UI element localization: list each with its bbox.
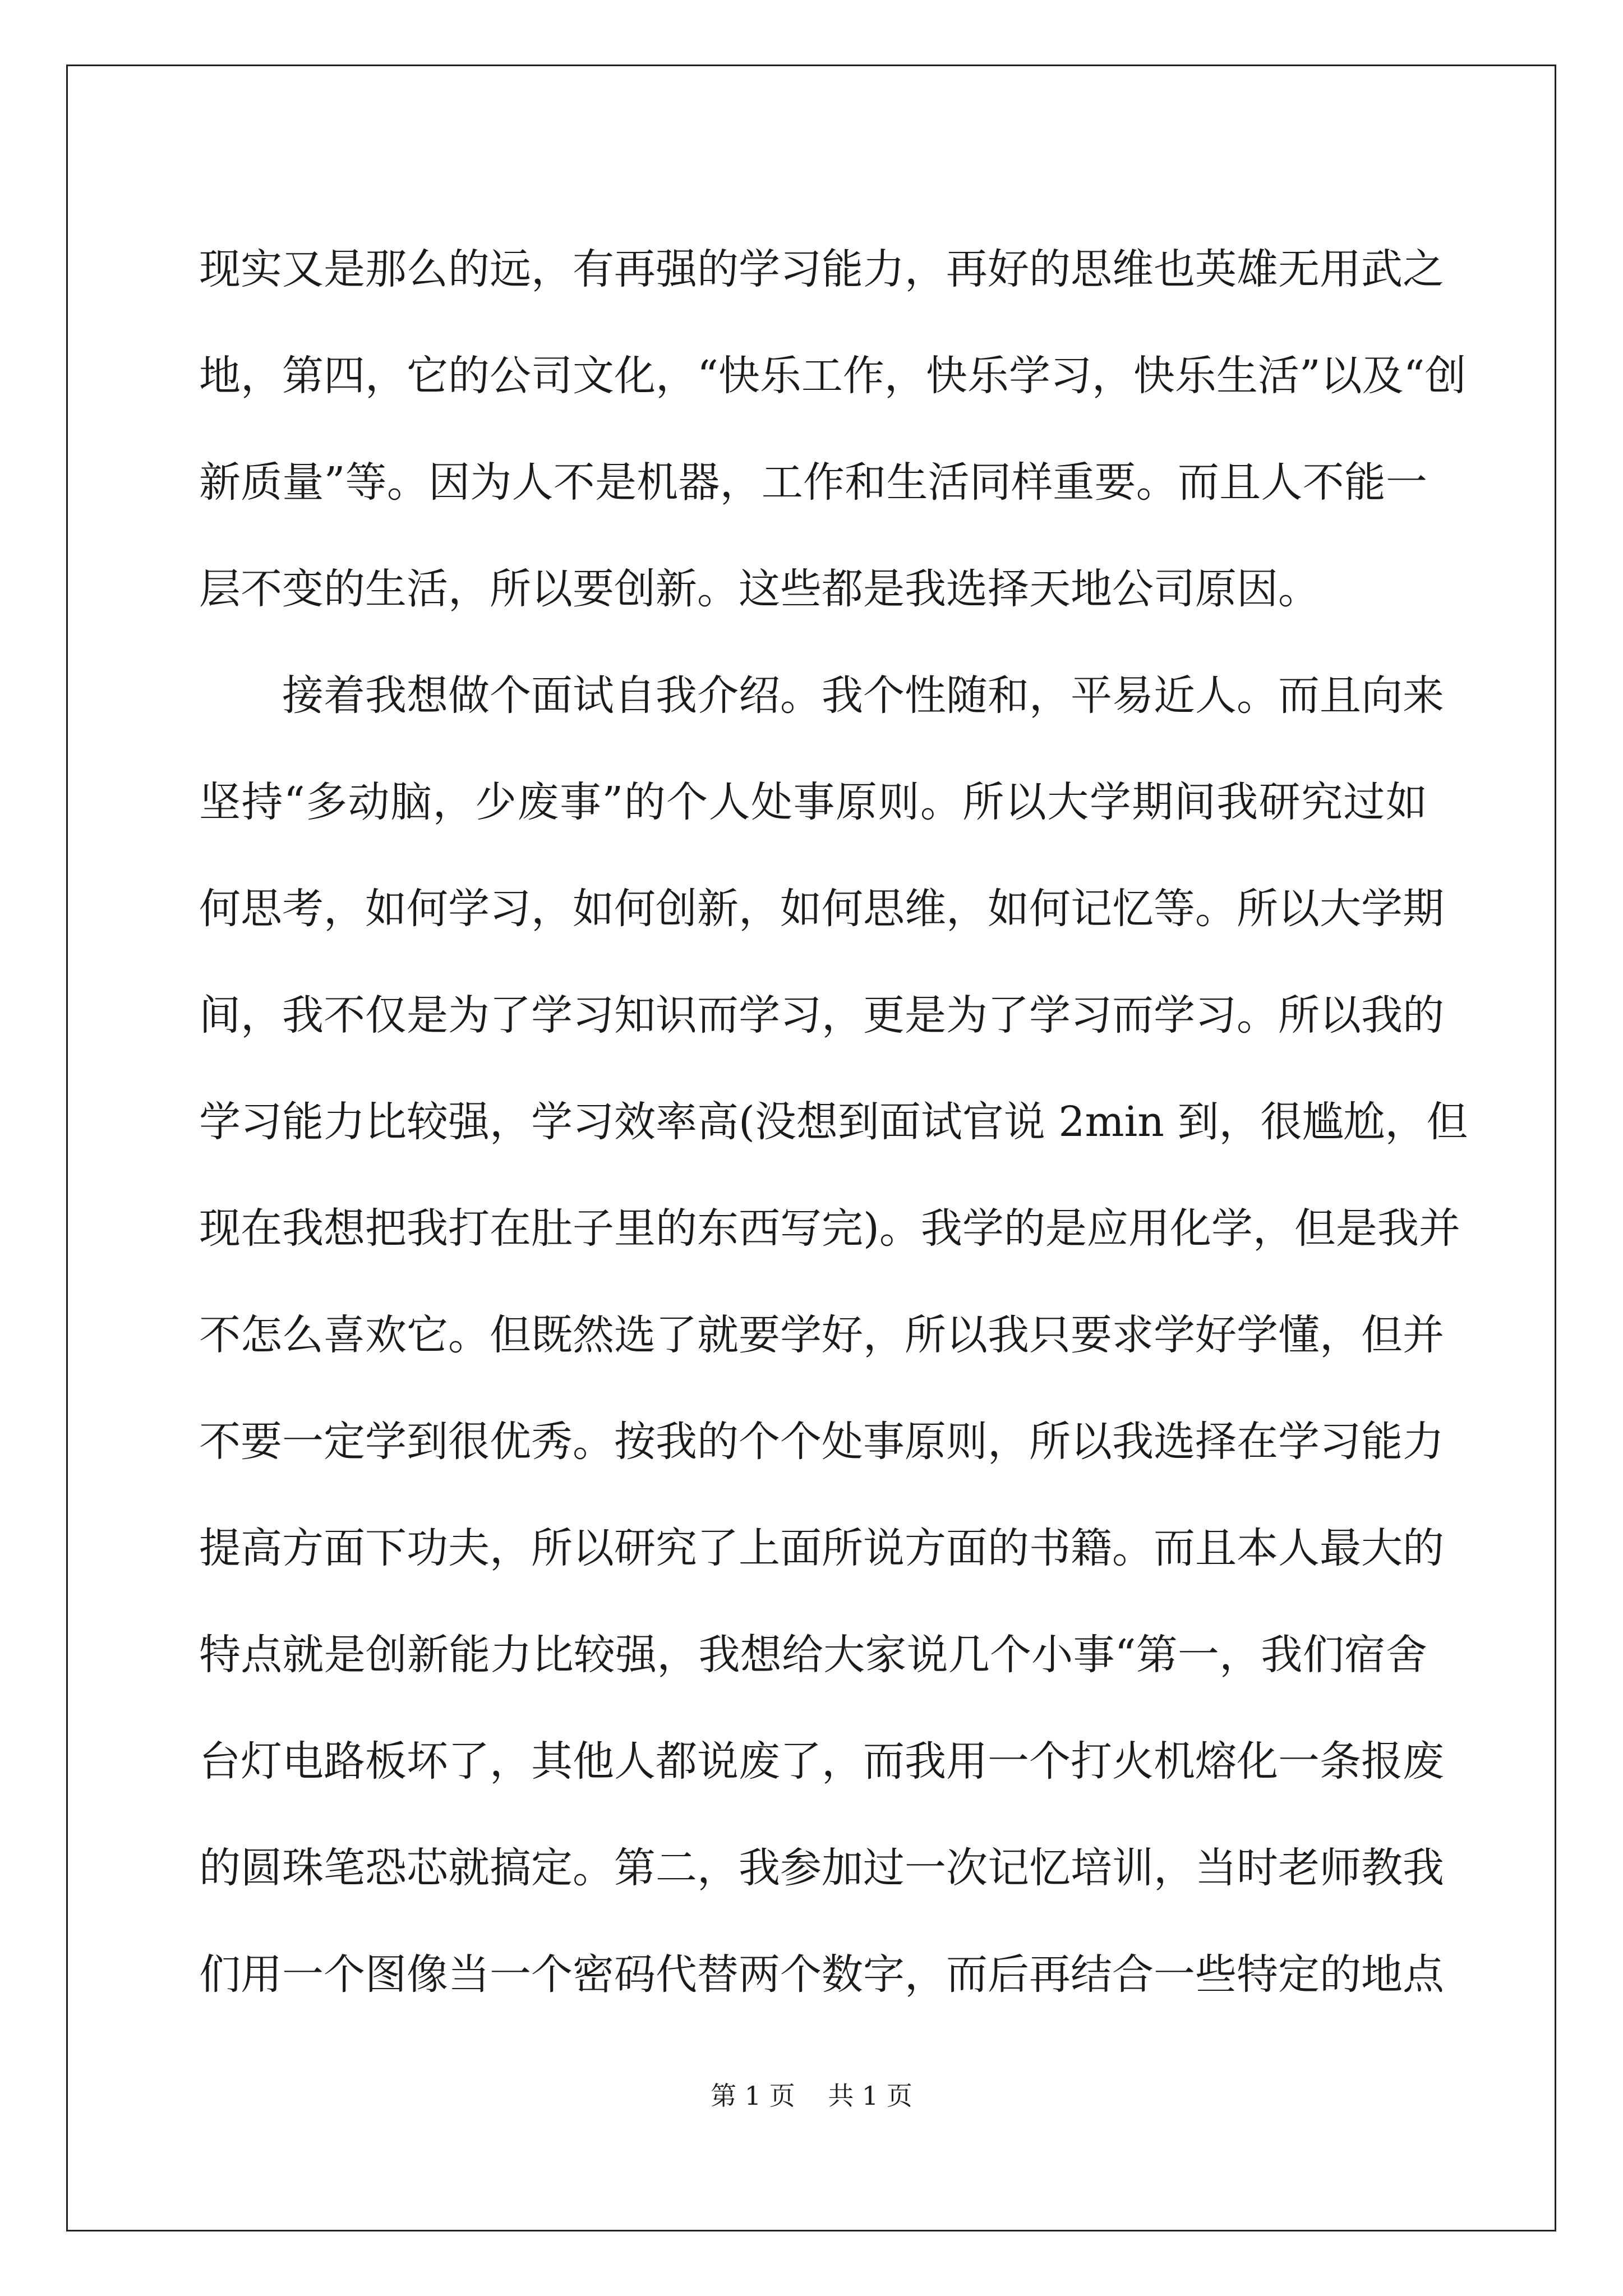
document-body — [199, 216, 1468, 2028]
text-line: 层不变的生活，所以要创新。这些都是我选择天地公司原因。 — [199, 565, 1320, 613]
text-line: 特点就是创新能力比较强，我想给大家说几个小事“第一，我们宿舍 — [199, 1631, 1427, 1679]
text-line: 不怎么喜欢它。但既然选了就要学好，所以我只要求学好学懂，但并 — [199, 1311, 1444, 1359]
text-line: 提高方面下功夫，所以研究了上面所说方面的书籍。而且本人最大的 — [199, 1524, 1444, 1572]
text-line: 何思考，如何学习，如何创新，如何思维，如何记忆等。所以大学期 — [199, 885, 1444, 933]
text-line: 现在我想把我打在肚子里的东西写完)。我学的是应用化学，但是我并 — [199, 1204, 1460, 1253]
page-count: 共 1 页 — [828, 2081, 912, 2111]
text-line: 们用一个图像当一个密码代替两个数字，而后再结合一些特定的地点 — [199, 1950, 1444, 1999]
text-line: 间，我不仅是为了学习知识而学习，更是为了学习而学习。所以我的 — [199, 991, 1444, 1039]
page-number: 第 1 页 — [711, 2081, 795, 2111]
text-line: 学习能力比较强，学习效率高(没想到面试官说 2min 到，很尴尬，但 — [199, 1098, 1468, 1146]
text-line: 台灯电路板坏了，其他人都说废了，而我用一个打火机熔化一条报废 — [199, 1737, 1444, 1786]
text-line: 不要一定学到很优秀。按我的个个处事原则，所以我选择在学习能力 — [199, 1418, 1444, 1466]
text-line: 新质量”等。因为人不是机器，工作和生活同样重要。而且人不能一 — [199, 458, 1427, 507]
text-line: 现实又是那么的远，有再强的学习能力，再好的思维也英雄无用武之 — [199, 245, 1444, 293]
text-line: 的圆珠笔恐芯就搞定。第二，我参加过一次记忆培训，当时老师教我 — [199, 1844, 1444, 1892]
page-footer — [0, 2076, 1623, 2113]
text-line: 地，第四，它的公司文化，“快乐工作，快乐学习，快乐生活”以及“创 — [199, 352, 1467, 400]
text-line: 接着我想做个面试自我介绍。我个性随和，平易近人。而且向来 — [199, 671, 1444, 720]
text-line: 坚持“多动脑，少废事”的个人处事原则。所以大学期间我研究过如 — [199, 778, 1427, 826]
